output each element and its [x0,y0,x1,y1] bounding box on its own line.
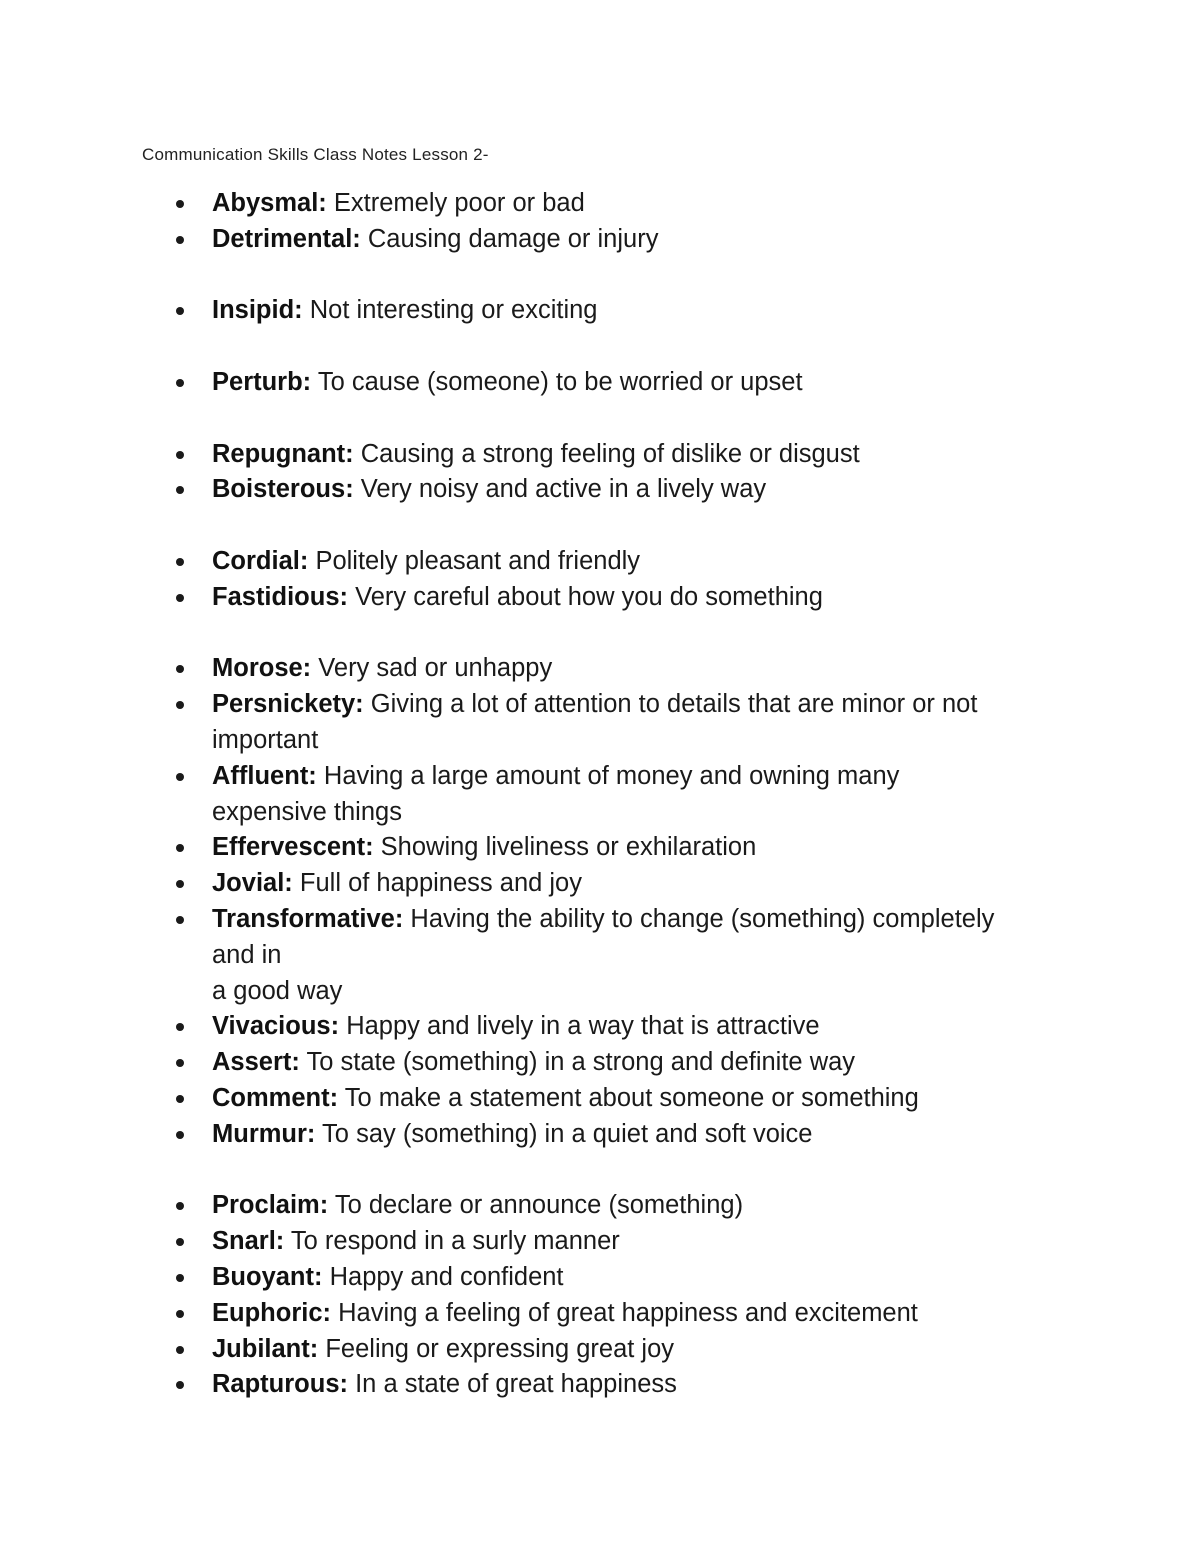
bullet-icon [176,558,184,566]
term-definition: Having a large amount of money and owning many [323,761,900,790]
term-first-line [212,1081,1050,1117]
term-word: Buoyant: [212,1262,323,1291]
term-definition: Full of happiness and joy [299,869,582,898]
list-item [0,437,1200,473]
term-word: Affluent: [212,761,317,790]
list-item [0,830,1200,866]
term-definition: Having the ability to change (something) completely [410,904,995,933]
list-item [0,1224,1200,1260]
term-first-line [212,1332,1050,1368]
term-word: Cordial: [212,546,309,575]
term-first-line [212,544,1050,580]
term-definition: Showing liveliness or exhilaration [380,833,757,862]
bullet-icon [176,379,184,387]
term-definition: Giving a lot of attention to details that are minor or not [370,690,978,719]
bullet-icon [176,1095,184,1103]
list-item [0,1081,1200,1117]
list-item [0,687,1200,759]
term-word: Detrimental: [212,224,361,253]
term-first-line [212,1224,1050,1260]
term-word: Assert: [212,1048,300,1077]
list-item [0,1367,1200,1403]
term-definition: Very sad or unhappy [318,654,553,683]
list-item [0,902,1200,1009]
bullet-icon [176,844,184,852]
term-first-line [212,1045,1050,1081]
term-word: Jovial: [212,869,293,898]
bullet-icon [176,451,184,459]
list-item [0,1260,1200,1296]
list-item [0,651,1200,687]
term-definition: Extremely poor or bad [333,189,585,217]
term-first-line [212,365,1050,401]
term-first-line [212,759,1050,795]
term-list [0,186,1200,1403]
term-definition: To make a statement about someone or something [344,1083,919,1112]
list-item [0,580,1200,616]
term-definition: In a state of great happiness [355,1370,677,1399]
term-definition: To cause (someone) to be worried or upset [317,367,803,396]
bullet-icon [176,916,184,924]
term-word: Insipid: [212,296,303,325]
list-item [0,1188,1200,1224]
list-item [0,186,1200,222]
definition-continuation: important [212,725,319,754]
term-word: Snarl: [212,1227,285,1256]
bullet-icon [176,1238,184,1246]
term-definition: Causing damage or injury [367,224,659,253]
term-word: Repugnant: [212,439,354,468]
term-word: Comment: [212,1083,339,1112]
term-word: Effervescent: [212,833,374,862]
term-definition: Happy and confident [329,1262,564,1291]
list-item [0,222,1200,258]
definition-continuation: expensive things [212,797,402,826]
term-definition: Happy and lively in a way that is attractive [346,1012,820,1041]
term-definition: To respond in a surly manner [290,1227,620,1256]
list-item [0,472,1200,508]
term-first-line [212,1009,1050,1045]
list-item [0,1332,1200,1368]
term-first-line [212,1117,1050,1153]
term-definition: Very careful about how you do something [355,582,823,611]
list-item [0,1009,1200,1045]
term-first-line [212,437,1050,473]
bullet-icon [176,665,184,673]
term-first-line [212,1260,1050,1296]
term-first-line [212,222,1050,258]
term-first-line [212,1188,1050,1224]
term-first-line [212,472,1050,508]
term-definition: To state (something) in a strong and definite way [306,1048,856,1077]
term-word: Vivacious: [212,1012,340,1041]
list-item [0,1296,1200,1332]
list-item [0,365,1200,401]
bullet-icon [176,486,184,494]
list-item [0,293,1200,329]
bullet-icon [176,200,184,208]
term-first-line [212,687,1050,723]
term-word: Euphoric: [212,1298,331,1327]
bullet-icon [176,594,184,602]
term-first-line [212,1367,1050,1403]
list-item [0,1117,1200,1153]
term-first-line [212,830,1050,866]
term-first-line [212,1296,1050,1332]
term-definition: To declare or announce (something) [334,1191,744,1220]
bullet-icon [176,701,184,709]
term-word: Abysmal: [212,189,327,217]
term-first-line [212,293,1050,329]
bullet-icon [176,880,184,888]
term-definition: Very noisy and active in a lively way [360,475,767,504]
term-definition: Having a feeling of great happiness and excitement [338,1298,918,1327]
list-item [0,1045,1200,1081]
bullet-icon [176,1381,184,1389]
term-word: Transformative: [212,904,404,933]
bullet-icon [176,1346,184,1354]
term-first-line [212,186,1050,222]
term-word: Boisterous: [212,475,354,504]
term-word: Morose: [212,654,312,683]
bullet-icon [176,1059,184,1067]
term-first-line [212,902,1050,938]
term-definition: To say (something) in a quiet and soft voice [322,1119,813,1148]
term-definition: Causing a strong feeling of dislike or disgust [360,439,860,468]
term-word: Murmur: [212,1119,316,1148]
page-title: Communication Skills Class Notes Lesson 2- [142,145,489,164]
term-definition: Politely pleasant and friendly [315,546,641,575]
bullet-icon [176,307,184,315]
bullet-icon [176,1202,184,1210]
list-item [0,544,1200,580]
definition-continuation: a good way [212,976,343,1005]
term-word: Persnickety: [212,690,364,719]
bullet-icon [176,1023,184,1031]
bullet-icon [176,236,184,244]
list-item [0,866,1200,902]
term-definition: Feeling or expressing great joy [325,1334,675,1363]
term-first-line [212,651,1050,687]
term-first-line [212,866,1050,902]
bullet-icon [176,1274,184,1282]
definition-continuation: and in [212,940,282,969]
bullet-icon [176,1310,184,1318]
term-word: Proclaim: [212,1191,329,1220]
list-item [0,759,1200,831]
term-first-line [212,580,1050,616]
bullet-icon [176,1131,184,1139]
term-word: Fastidious: [212,582,349,611]
term-word: Perturb: [212,367,312,396]
bullet-icon [176,773,184,781]
term-word: Rapturous: [212,1370,348,1399]
term-definition: Not interesting or exciting [309,296,598,325]
term-word: Jubilant: [212,1334,319,1363]
